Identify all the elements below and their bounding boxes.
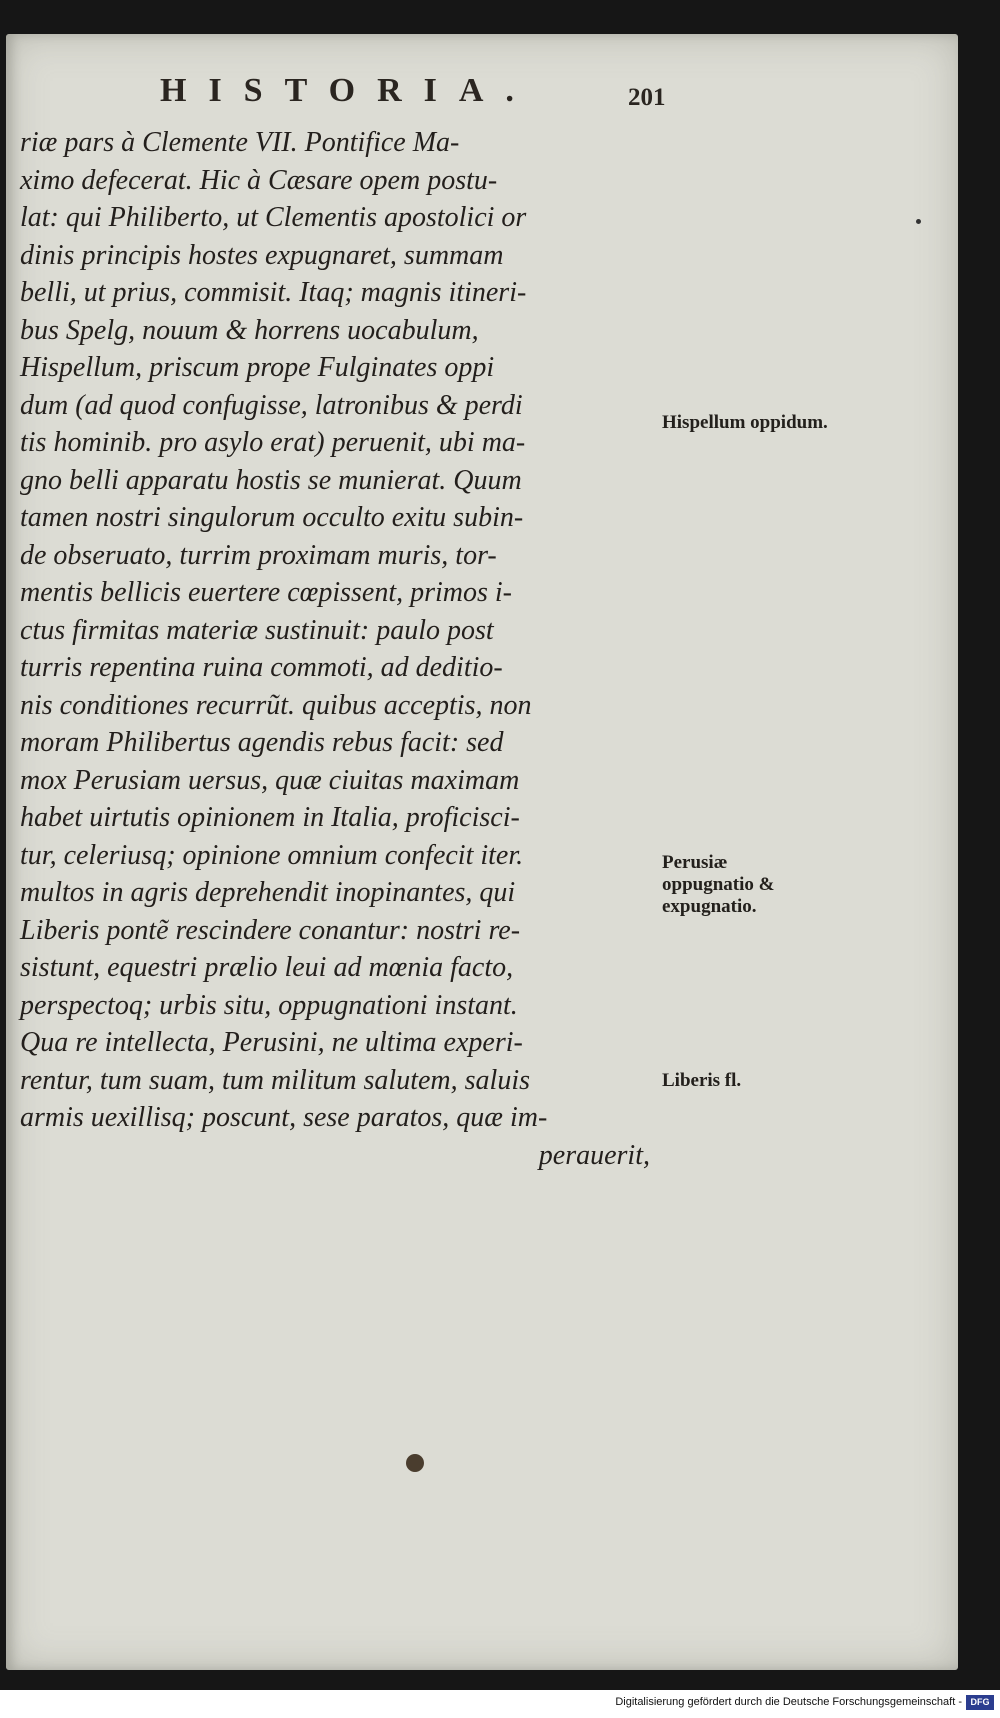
text-line: sistunt, equestri prælio leui ad mœnia facto, — [20, 952, 514, 983]
text-line: de obseruato, turrim proximam muris, tor- — [20, 539, 497, 571]
text-line: tur, celeriusq; opinione omnium confecit iter. — [20, 839, 524, 871]
text-line: gno belli apparatu hostis se munierat. Quum — [20, 464, 522, 496]
margin-note-liberis: Liberis fl. — [662, 1070, 742, 1091]
text-line: tamen nostri singulorum occulto exitu subin- — [20, 502, 524, 533]
text-line: tis hominib. pro asylo erat) peruenit, ubi ma- — [20, 427, 526, 458]
text-line: armis uexillisq; poscunt, sese paratos, quæ im- — [20, 1102, 548, 1133]
text-line: rentur, tum suam, tum militum salutem, saluis — [20, 1064, 530, 1096]
footer-bar — [0, 1690, 1000, 1718]
text-line: habet uirtutis opinionem in Italia, proficisci- — [20, 802, 520, 833]
page-number: 201 — [628, 84, 666, 111]
footer-credit: Digitalisierung gefördert durch die Deutsche Forschungsgemeinschaft - — [615, 1696, 962, 1708]
text-line: Hispellum, priscum prope Fulginates oppi — [20, 352, 495, 383]
text-line: mox Perusiam uersus, quæ ciuitas maximam — [20, 764, 520, 796]
text-line: bus Spelg, nouum & horrens uocabulum, — [20, 314, 479, 346]
text-line: nis conditiones recurrũt. quibus acceptis, non — [20, 689, 532, 721]
text-line: ximo defecerat. Hic à Cæsare opem postu- — [20, 164, 498, 196]
text-line: dum (ad quod confugisse, latronibus & perdi — [20, 389, 523, 421]
text-line: belli, ut prius, commisit. Itaq; magnis itineri- — [20, 277, 527, 308]
margin-note-perusia: Perusiæ oppugnatio & expugnatio. — [662, 852, 775, 917]
text-line: Qua re intellecta, Perusini, ne ultima experi- — [20, 1027, 523, 1058]
text-line: dinis principis hostes expugnaret, summam — [20, 239, 504, 271]
running-header: HISTORIA. — [160, 72, 536, 109]
ink-blot — [406, 1454, 424, 1472]
text-line: turris repentina ruina commoti, ad deditio- — [20, 652, 503, 683]
text-line: moram Philibertus agendis rebus facit: sed — [20, 727, 504, 758]
text-line: lat: qui Philiberto, ut Clementis apostolici or — [20, 202, 527, 233]
text-line: ctus firmitas materiæ sustinuit: paulo post — [20, 614, 494, 646]
text-line: riæ pars à Clemente VII. Pontifice Ma- — [20, 127, 460, 158]
text-line: perspectoq; urbis situ, oppugnationi instant. — [20, 989, 518, 1021]
body-text — [20, 124, 670, 1174]
margin-note-hispellum: Hispellum oppidum. — [662, 412, 828, 433]
text-line: Liberis pontẽ rescindere conantur: nostri re- — [20, 914, 521, 946]
dfg-logo: DFG — [966, 1695, 994, 1710]
ink-speck — [916, 219, 921, 224]
catchword: perauerit, — [538, 1139, 650, 1171]
text-line: multos in agris deprehendit inopinantes, qui — [20, 877, 516, 908]
text-line: mentis bellicis euertere cœpissent, primos i- — [20, 577, 512, 608]
